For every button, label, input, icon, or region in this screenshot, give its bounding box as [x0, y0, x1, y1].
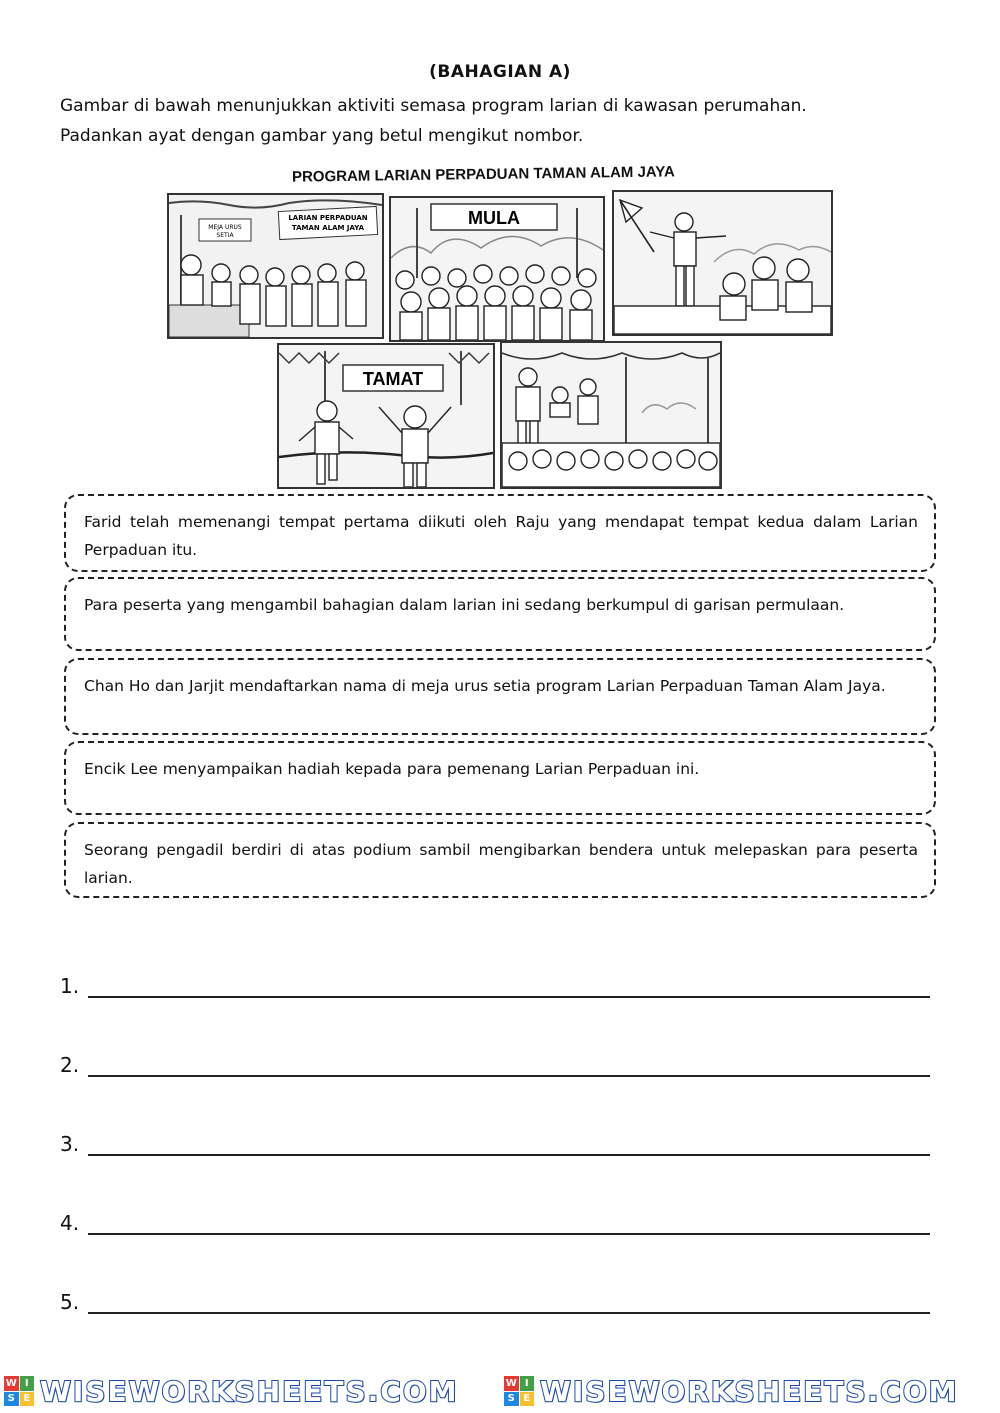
answer-number: 3.: [60, 1132, 80, 1156]
brand-wiseworksheets: [504, 1374, 959, 1408]
answer-number: 1.: [60, 974, 80, 998]
comic-panel-finish: [277, 343, 495, 489]
panel1-banner-line2: TAMAN ALAM JAYA: [291, 224, 365, 232]
answer-line[interactable]: [88, 996, 930, 998]
sentence-box-2: [64, 577, 936, 651]
answer-number: 2.: [60, 1053, 80, 1077]
sentence-text: Para peserta yang mengambil bahagian dalam larian ini sedang berkumpul di garisan permulaan.: [84, 596, 845, 614]
answer-number: 4.: [60, 1211, 80, 1235]
answer-line[interactable]: [88, 1233, 930, 1235]
comic-panel-start: [389, 196, 605, 342]
comic-panel-referee: [612, 190, 833, 336]
brand-logo-icon: W I S E: [4, 1376, 34, 1406]
brand-text: WISEWORKSHEETS.COM: [540, 1374, 959, 1408]
panel4-banner-tamat: TAMAT: [362, 369, 424, 389]
answer-row-1: [60, 974, 930, 1004]
section-heading: (BAHAGIAN A): [429, 62, 571, 82]
sentence-box-5: [64, 822, 936, 898]
panel1-banner-line1: LARIAN PERPADUAN: [288, 214, 368, 222]
comic-title: PROGRAM LARIAN PERPADUAN TAMAN ALAM JAYA: [291, 163, 675, 186]
answer-line[interactable]: [88, 1154, 930, 1156]
sentence-text: Farid telah memenangi tempat pertama diikuti oleh Raju yang mendapat tempat kedua dalam Larian Perpaduan itu.: [84, 513, 918, 559]
sentence-box-4: [64, 741, 936, 815]
footer-watermark: [0, 1370, 1000, 1410]
brand-logo-icon: W I S E: [504, 1376, 534, 1406]
panel1-sign-line2: SETIA: [216, 232, 234, 239]
sentence-box-1: [64, 494, 936, 572]
answer-row-4: [60, 1211, 930, 1241]
answer-row-2: [60, 1053, 930, 1083]
instruction-line-1: Gambar di bawah menunjukkan aktiviti semasa program larian di kawasan perumahan.: [60, 96, 807, 116]
comic-panel-prize: [500, 341, 722, 489]
sentence-box-3: [64, 658, 936, 735]
sentence-text: Seorang pengadil berdiri di atas podium sambil mengibarkan bendera untuk melepaskan para peserta larian.: [84, 841, 918, 887]
answer-line[interactable]: [88, 1075, 930, 1077]
sentence-text: Chan Ho dan Jarjit mendaftarkan nama di meja urus setia program Larian Perpaduan Taman Alam Jaya.: [84, 677, 886, 695]
answer-line[interactable]: [88, 1312, 930, 1314]
sentence-text: Encik Lee menyampaikan hadiah kepada para pemenang Larian Perpaduan ini.: [84, 760, 700, 778]
panel1-sign-line1: MEJA URUS: [208, 224, 242, 231]
brand-text: WISEWORKSHEETS.COM: [40, 1374, 459, 1408]
answer-number: 5.: [60, 1290, 80, 1314]
brand-wiseworksheets: [4, 1374, 459, 1408]
answer-row-3: [60, 1132, 930, 1162]
instruction-line-2: Padankan ayat dengan gambar yang betul mengikut nombor.: [60, 126, 584, 146]
panel2-banner-mula: MULA: [468, 208, 520, 228]
answer-row-5: [60, 1290, 930, 1320]
comic-panel-registration: [167, 193, 384, 339]
